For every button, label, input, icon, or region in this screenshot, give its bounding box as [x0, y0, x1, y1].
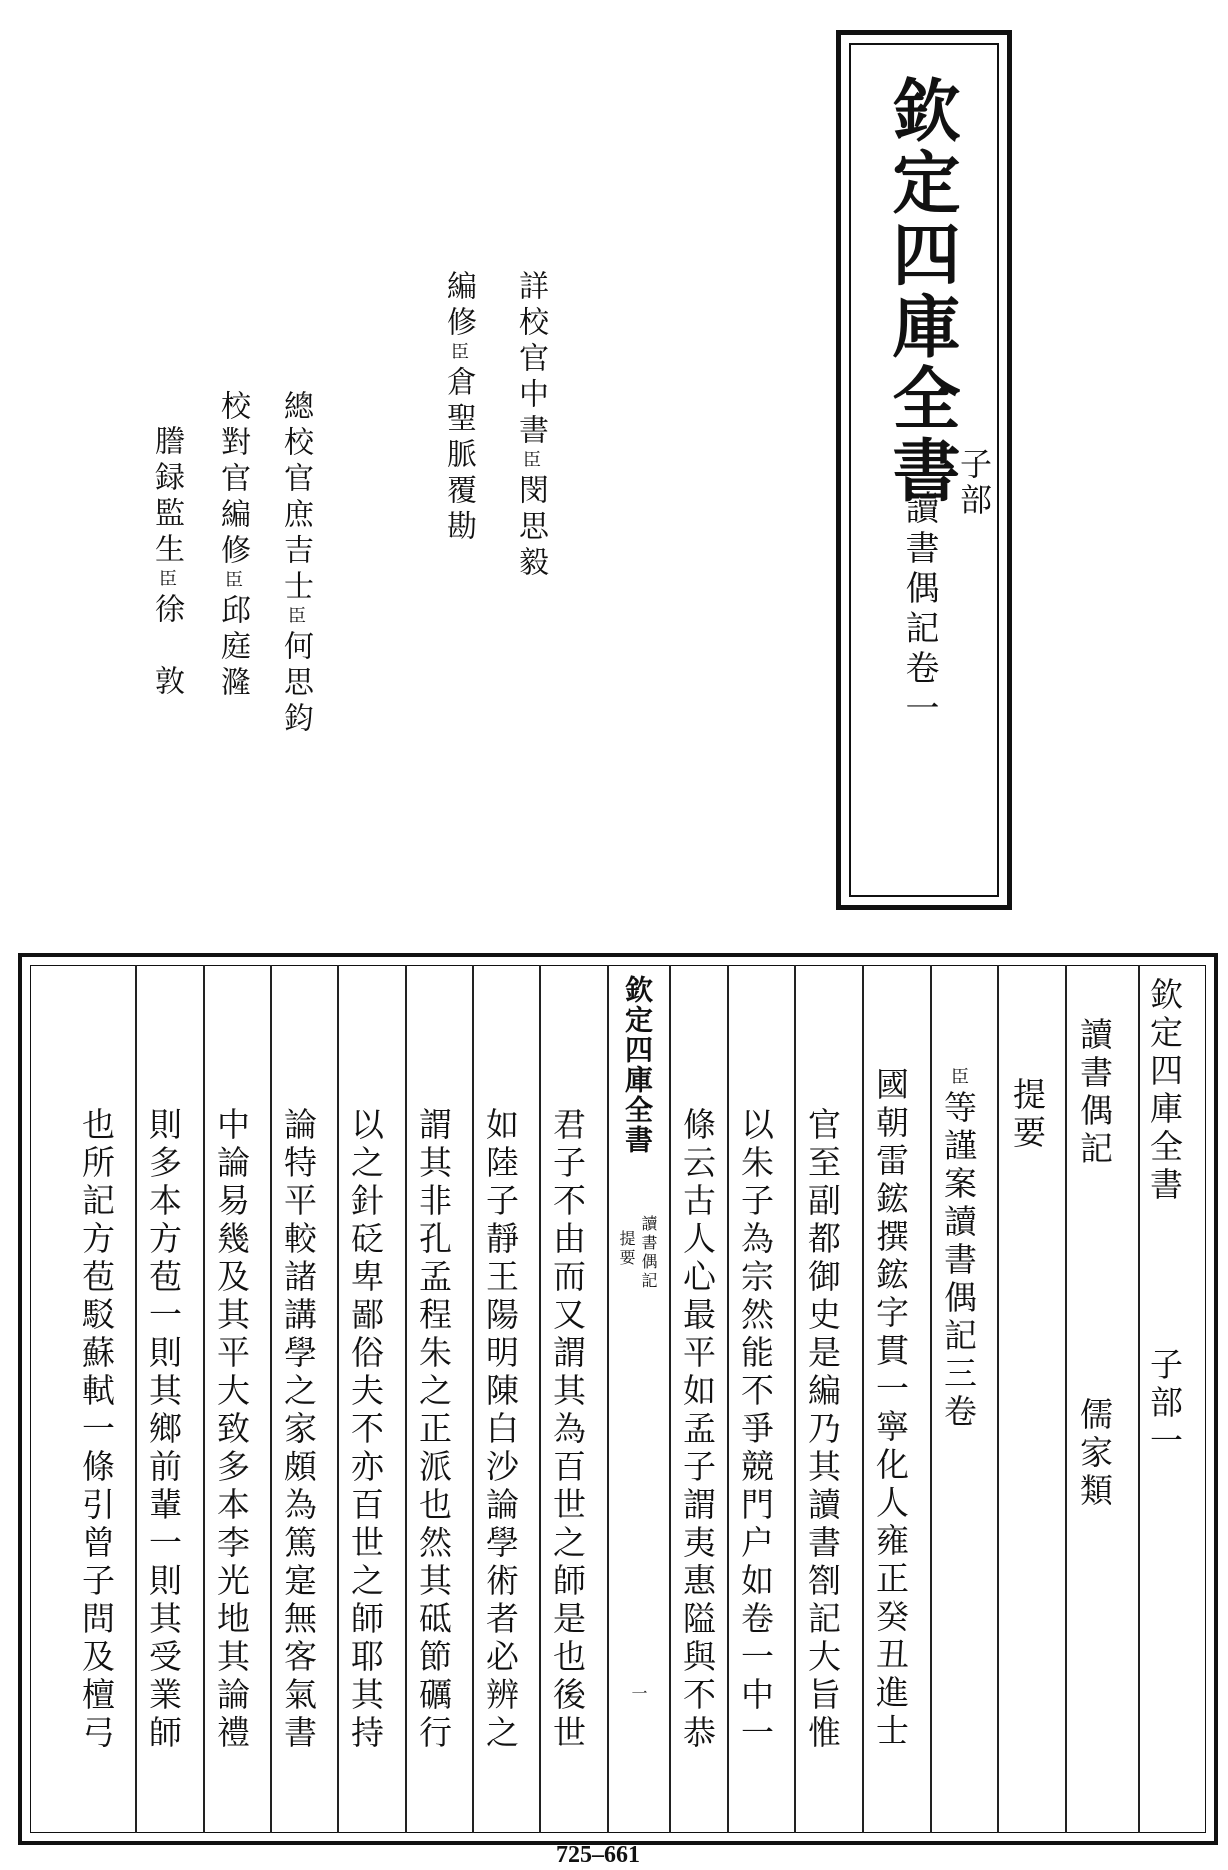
heading-tiyao: 提要: [1008, 1077, 1047, 1153]
column-rule: [203, 965, 205, 1833]
column-rule: [669, 965, 671, 1833]
page-header-title: 欽定四庫全書: [1145, 977, 1184, 1205]
text-column: 中論易幾及其平大致多本李光地其論禮: [212, 1107, 251, 1753]
credit-name: 何思鈞: [278, 630, 313, 738]
page-header-section: 子部一: [1145, 1347, 1184, 1461]
main-title: 欽定四庫全書: [881, 75, 961, 507]
column-rule: [930, 965, 932, 1833]
credit-subject-mark: 臣: [285, 606, 306, 630]
credit-role: 詳校官中書: [513, 270, 548, 450]
book-title: 讀書偶記: [1075, 1017, 1114, 1169]
title-cartouche: [836, 30, 1012, 910]
credit-name: 倉聖脈覆勘: [441, 366, 476, 546]
credit-role: 校對官編修: [215, 390, 250, 570]
subject-mark: 臣: [948, 1067, 969, 1090]
column-rule: [405, 965, 407, 1833]
center-strip-title: 欽定四庫全書: [621, 975, 654, 1155]
credit-copyist: [146, 425, 186, 701]
column-rule: [862, 965, 864, 1833]
credit-detail-proofreader: [510, 270, 550, 582]
column-rule: [1065, 965, 1067, 1833]
credit-name: 邱庭漋: [215, 594, 250, 702]
text-column: [938, 1067, 978, 1432]
credit-name: 徐 敦: [149, 593, 184, 701]
column-rule: [539, 965, 541, 1833]
credit-subject-mark: 臣: [222, 570, 243, 594]
column-rule: [270, 965, 272, 1833]
credit-name: 閔思毅: [513, 474, 548, 582]
column-rule: [997, 965, 999, 1833]
credit-subject-mark: 臣: [156, 569, 177, 593]
credit-chief-proofreader: [275, 390, 315, 738]
credit-subject-mark: 臣: [448, 342, 469, 366]
text-column: 如陸子靜王陽明陳白沙論學術者必辨之: [481, 1107, 520, 1753]
column-rule: [1138, 965, 1140, 1833]
text-column: 論特平較諸講學之家頗為篤寔無客氣書: [279, 1107, 318, 1753]
section-label: 子部: [955, 447, 993, 519]
text-column: 條云古人心最平如孟子謂夷惠隘與不恭: [678, 1107, 717, 1753]
page-number: 725–661: [556, 1842, 640, 1868]
column-rule: [337, 965, 339, 1833]
text-column: 也所記方苞駁蘇軾一條引曾子問及檀弓: [77, 1107, 116, 1753]
volume-title: 讀書偶記卷一: [899, 490, 939, 730]
credit-role: 謄録監生: [149, 425, 184, 569]
column-text: 等謹案讀書偶記三卷: [939, 1090, 978, 1432]
credit-editor: [438, 270, 478, 546]
page-frame: [18, 953, 1218, 1845]
text-column: 則多本方苞一則其鄉前輩一則其受業師: [144, 1107, 183, 1753]
text-column: 官至副都御史是編乃其讀書劄記大旨惟: [803, 1107, 842, 1753]
text-column: 以朱子為宗然能不爭競門户如卷一中一: [736, 1107, 775, 1753]
center-strip: [607, 965, 669, 1833]
center-strip-heading: 提要: [617, 1230, 636, 1268]
text-column: 謂其非孔孟程朱之正派也然其砥節礪行: [414, 1107, 453, 1753]
column-rule: [135, 965, 137, 1833]
credit-role: 總校官庶吉士: [278, 390, 313, 606]
category-label: 儒家類: [1075, 1397, 1114, 1511]
column-rule: [794, 965, 796, 1833]
credit-subject-mark: 臣: [520, 450, 541, 474]
text-column: 君子不由而又謂其為百世之師是也後世: [548, 1107, 587, 1753]
credit-role: 編修: [441, 270, 476, 342]
column-rule: [472, 965, 474, 1833]
text-column: 國朝雷鋐撰鋐字貫一寧化人雍正癸丑進士: [871, 1067, 910, 1751]
center-strip-folio: 一: [629, 1685, 648, 1701]
column-rule: [727, 965, 729, 1833]
text-column: 以之針砭卑鄙俗夫不亦百世之師耶其持: [346, 1107, 385, 1753]
center-strip-subtitle: 讀書偶記: [639, 1215, 658, 1291]
credit-collator: [212, 390, 252, 702]
